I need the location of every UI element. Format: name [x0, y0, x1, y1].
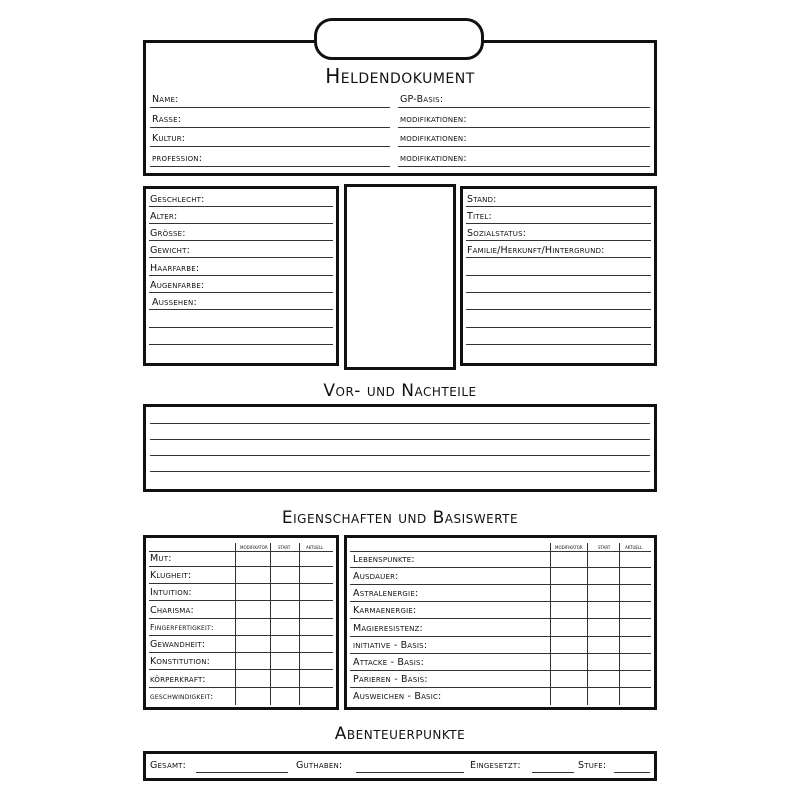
advantages-box [143, 404, 657, 492]
field-modifikationen-2-label: modifikationen: [400, 133, 467, 144]
base-karmaenergie-row[interactable] [350, 618, 651, 619]
ap-eingesetzt-input[interactable] [532, 772, 574, 773]
attr-konstitution-row[interactable] [149, 669, 333, 670]
ap-stufe-label: Stufe: [578, 760, 607, 771]
attr-right-header-line [350, 551, 651, 552]
attr-mut-row[interactable] [149, 566, 333, 567]
field-gp-basis-input[interactable] [398, 107, 650, 108]
base-initiative-label: initiative - Basis: [353, 640, 428, 651]
col-divider-left-1 [235, 543, 236, 705]
base-astralenergie-row[interactable] [350, 601, 651, 602]
advantages-line-3[interactable] [150, 455, 650, 456]
field-name-input[interactable] [150, 107, 390, 108]
field-groesse-label: Grösse: [150, 228, 186, 239]
ap-gesamt-label: Gesamt: [150, 760, 187, 771]
col-divider-left-2 [270, 543, 271, 705]
base-parieren-row[interactable] [350, 687, 651, 688]
field-gp-basis-label: GP-Basis: [400, 94, 444, 105]
base-astralenergie-label: Astralenergie: [353, 588, 419, 599]
base-ausweichen-label: Ausweichen - Basic: [353, 691, 442, 702]
top-tab [314, 18, 484, 60]
base-attacke-label: Attacke - Basis: [353, 657, 425, 668]
field-augenfarbe-input[interactable] [149, 292, 333, 293]
ap-guthaben-input[interactable] [356, 772, 464, 773]
field-groesse-input[interactable] [149, 240, 333, 241]
attr-koerperkraft-label: körperkraft: [150, 674, 206, 685]
field-haarfarbe-label: Haarfarbe: [150, 263, 200, 274]
field-gewicht-label: Gewicht: [150, 245, 190, 256]
attr-intuition-row[interactable] [149, 600, 333, 601]
field-titel-label: Titel: [467, 211, 492, 222]
field-modifikationen-3-label: modifikationen: [400, 153, 467, 164]
field-modifikationen-3-input[interactable] [398, 166, 650, 167]
field-sozialstatus-label: Sozialstatus: [467, 228, 527, 239]
base-lebenspunkte-row[interactable] [350, 567, 651, 568]
base-magieresistenz-label: Magieresistenz: [353, 623, 423, 634]
ap-stufe-input[interactable] [614, 772, 650, 773]
field-alter-input[interactable] [149, 223, 333, 224]
attr-left-header-line [149, 551, 333, 552]
field-titel-input[interactable] [466, 223, 651, 224]
field-modifikationen-1-input[interactable] [398, 127, 650, 128]
col-modifikator-left: MODIFIKATOR [240, 545, 268, 550]
attr-intuition-label: Intuition: [150, 587, 192, 598]
field-aussehen-label: Aussehen: [152, 297, 197, 308]
field-alter-label: Alter: [150, 211, 178, 222]
familie-line-6[interactable] [466, 344, 651, 345]
base-ausdauer-row[interactable] [350, 584, 651, 585]
advantages-line-1[interactable] [150, 423, 650, 424]
field-stand-input[interactable] [466, 206, 651, 207]
advantages-title: Vor- und Nachteile [323, 381, 477, 401]
field-stand-label: Stand: [467, 194, 497, 205]
ap-guthaben-label: Guthaben: [296, 760, 343, 771]
familie-line-5[interactable] [466, 327, 651, 328]
attr-klugheit-label: Klugheit: [150, 570, 192, 581]
col-start-right: START [598, 545, 611, 550]
field-rasse-label: Rasse: [152, 114, 182, 125]
col-aktuell-right: AKTUELL [625, 545, 643, 550]
attr-geschwindigkeit-label: geschwindigkeit: [150, 692, 214, 701]
attr-koerperkraft-row[interactable] [149, 687, 333, 688]
page-title: Heldendokument [325, 64, 475, 88]
attr-gewandheit-label: Gewandheit: [150, 639, 206, 650]
attr-charisma-row[interactable] [149, 618, 333, 619]
field-kultur-input[interactable] [150, 146, 390, 147]
field-profession-label: profession: [152, 153, 203, 164]
col-modifikator-right: MODIFIKATOR [555, 545, 583, 550]
portrait-box[interactable] [344, 184, 456, 370]
advantages-line-4[interactable] [150, 471, 650, 472]
attr-mut-label: Mut: [150, 553, 172, 564]
ap-gesamt-input[interactable] [196, 772, 288, 773]
attr-charisma-label: Charisma: [150, 605, 194, 616]
attr-fingerfertigkeit-row[interactable] [149, 635, 333, 636]
field-familie-input[interactable] [466, 257, 651, 258]
adventure-title: Abenteuerpunkte [334, 724, 466, 744]
attr-fingerfertigkeit-label: Fingerfertigkeit: [150, 623, 214, 632]
base-ausdauer-label: Ausdauer: [353, 571, 399, 582]
base-parieren-label: Parieren - Basis: [353, 674, 428, 685]
field-name-label: Name: [152, 94, 179, 105]
col-aktuell-left: AKTUELL [306, 545, 324, 550]
attr-gewandheit-row[interactable] [149, 652, 333, 653]
ap-eingesetzt-label: Eingesetzt: [470, 760, 521, 771]
attr-klugheit-row[interactable] [149, 583, 333, 584]
field-haarfarbe-input[interactable] [149, 275, 333, 276]
field-familie-label: Familie/Herkunft/Hintergrund: [467, 245, 605, 256]
base-karmaenergie-label: Karmaenergie: [353, 605, 417, 616]
base-initiative-row[interactable] [350, 653, 651, 654]
familie-line-3[interactable] [466, 292, 651, 293]
field-profession-input[interactable] [150, 166, 390, 167]
field-modifikationen-2-input[interactable] [398, 146, 650, 147]
field-kultur-label: Kultur: [152, 133, 186, 144]
field-augenfarbe-label: Augenfarbe: [150, 280, 205, 291]
field-geschlecht-label: Geschlecht: [150, 194, 205, 205]
aussehen-line-2[interactable] [149, 327, 333, 328]
col-divider-left-3 [299, 543, 300, 705]
field-gewicht-input[interactable] [149, 257, 333, 258]
field-rasse-input[interactable] [150, 127, 390, 128]
familie-line-4[interactable] [466, 309, 651, 310]
base-lebenspunkte-label: Lebenspunkte: [353, 554, 415, 565]
attr-konstitution-label: Konstitution: [150, 656, 211, 667]
field-geschlecht-input[interactable] [149, 206, 333, 207]
field-modifikationen-1-label: modifikationen: [400, 114, 467, 125]
base-magieresistenz-row[interactable] [350, 636, 651, 637]
field-aussehen-input[interactable] [149, 309, 333, 310]
familie-line-2[interactable] [466, 275, 651, 276]
base-attacke-row[interactable] [350, 670, 651, 671]
field-sozialstatus-input[interactable] [466, 240, 651, 241]
attributes-title: Eigenschaften und Basiswerte [281, 508, 519, 528]
col-start-left: START [278, 545, 291, 550]
aussehen-line-3[interactable] [149, 344, 333, 345]
advantages-line-2[interactable] [150, 439, 650, 440]
